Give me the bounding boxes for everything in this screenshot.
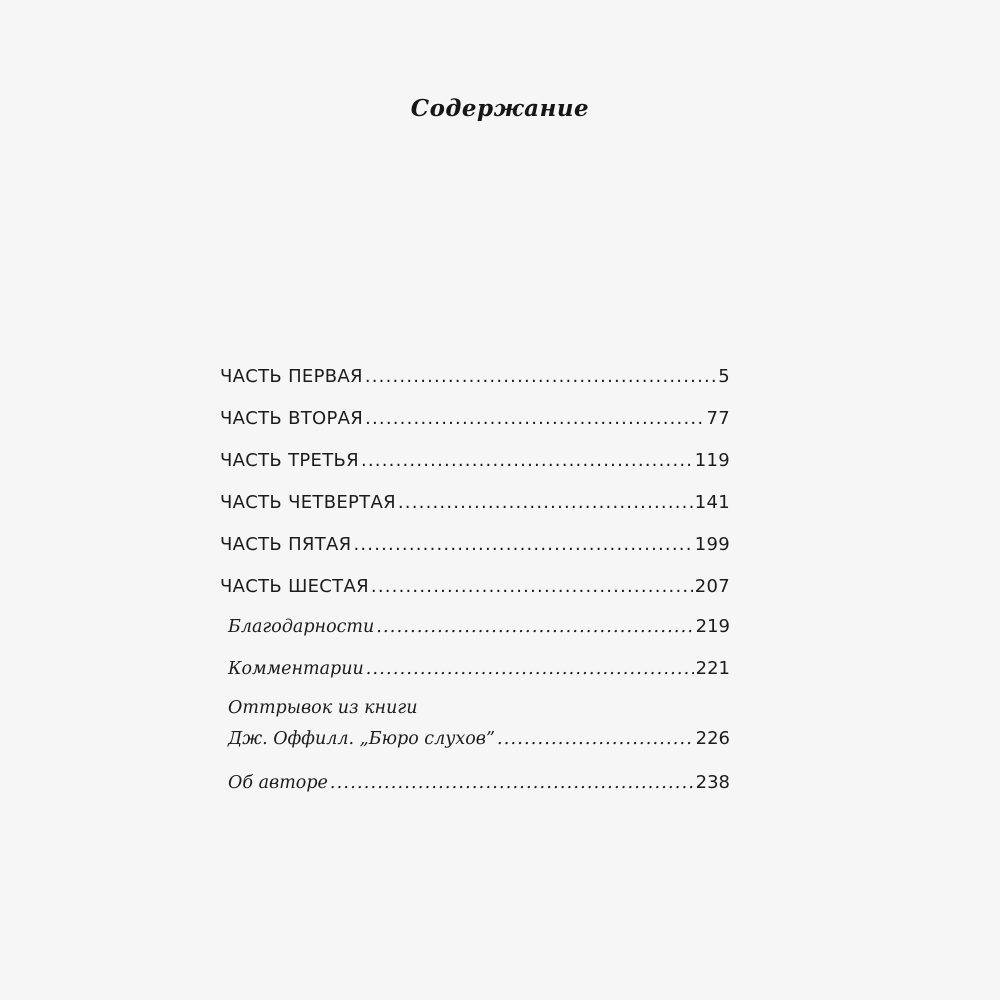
leader-dots <box>353 534 692 555</box>
toc-entry-page: 141 <box>694 492 730 513</box>
toc-entry-about-author <box>220 772 730 814</box>
toc-entry-label: ЧАСТЬ ВТОРАЯ <box>220 408 364 429</box>
toc-entry-part-6 <box>220 576 730 616</box>
toc-entry-page: 221 <box>695 658 730 679</box>
toc-entry-acknowledgements <box>220 616 730 658</box>
toc-entry-label: Комментарии <box>228 659 364 679</box>
leader-dots <box>361 450 693 471</box>
leader-dots <box>398 492 693 513</box>
toc-entry-comments <box>220 658 730 698</box>
table-of-contents <box>220 366 730 814</box>
toc-entry-part-2 <box>220 408 730 450</box>
toc-entry-label: Дж. Оффилл. „Бюро слухов” <box>228 729 495 749</box>
toc-entry-page: 77 <box>706 408 730 429</box>
toc-entry-label: Об авторе <box>228 773 328 793</box>
leader-dots <box>366 659 694 679</box>
leader-dots <box>365 366 716 387</box>
toc-entry-excerpt-title: Оттрывок из книги <box>228 698 418 718</box>
toc-entry-page: 226 <box>695 728 730 749</box>
toc-entry-part-5 <box>220 534 730 576</box>
toc-entry-label: ЧАСТЬ ТРЕТЬЯ <box>220 450 359 471</box>
toc-entry-label: Благодарности <box>228 617 375 637</box>
leader-dots <box>365 408 704 429</box>
toc-entry-page: 219 <box>695 616 730 637</box>
leader-dots <box>376 617 693 637</box>
toc-entry-label: ЧАСТЬ ШЕСТАЯ <box>220 576 369 597</box>
toc-entry-label: ЧАСТЬ ПЯТАЯ <box>220 534 352 555</box>
leader-dots <box>371 576 693 597</box>
leader-dots <box>497 729 694 749</box>
toc-entry-label: ЧАСТЬ ПЕРВАЯ <box>220 366 363 387</box>
toc-entry-part-4 <box>220 492 730 534</box>
toc-entry-page: 238 <box>695 772 730 793</box>
toc-entry-excerpt <box>220 728 730 772</box>
toc-entry-page: 119 <box>694 450 730 471</box>
toc-entry-page: 199 <box>694 534 730 555</box>
toc-entry-page: 5 <box>718 366 730 387</box>
toc-entry-part-3 <box>220 450 730 492</box>
leader-dots <box>330 773 694 793</box>
toc-entry-part-1 <box>220 366 730 408</box>
toc-entry-page: 207 <box>694 576 730 597</box>
page-title: Содержание <box>410 95 590 123</box>
toc-entry-label: ЧАСТЬ ЧЕТВЕРТАЯ <box>220 492 396 513</box>
